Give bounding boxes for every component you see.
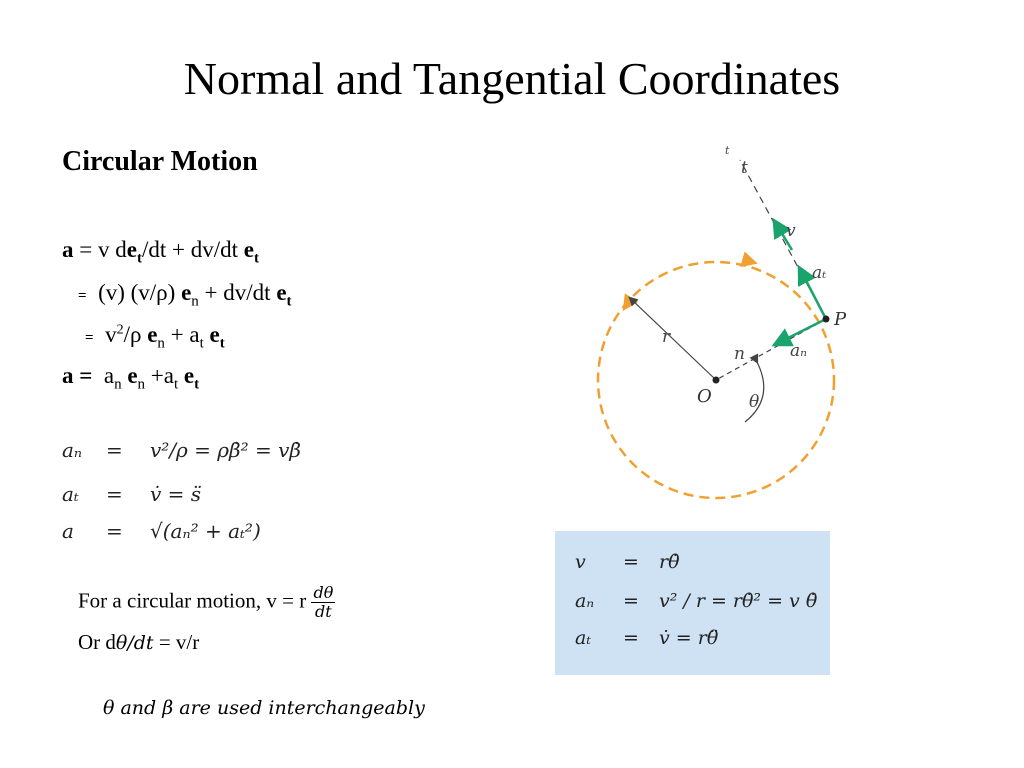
circular-motion-note: For a circular motion, v = r $\frac{d\theta}{dt}$ <box>78 583 334 621</box>
n-label: n <box>734 344 745 364</box>
formula-an: aₙ = v²/ρ = ρβ̇² = vβ̇ <box>62 438 301 462</box>
box-row-v: v = rθ̇ <box>575 551 680 573</box>
dtheta-dt-fraction: $\frac{d\theta}{dt}$ <box>313 583 334 621</box>
equation-line-2: = (v) (v/ρ) $e_n + dv/dt$ $e_t$ <box>78 280 292 310</box>
or-note: Or dθ/dt = v/r <box>78 630 200 654</box>
v-label: v <box>786 221 796 241</box>
circular-motion-diagram <box>570 140 870 520</box>
section-subtitle: Circular Motion <box>62 146 258 177</box>
equation-line-4: $a = a_n$ $e_n +a_t$ $e_t$ <box>62 363 200 393</box>
equation-line-1: a = v $de_t/dt + dv/dt$ $e_t$ <box>62 237 259 267</box>
formula-a: a = √(aₙ² + aₜ²) <box>62 519 261 543</box>
point-p-dot <box>823 316 830 323</box>
O-label: O <box>697 386 712 407</box>
an-label: aₙ <box>790 341 808 361</box>
t-axis-label: t <box>741 158 748 178</box>
page-title: Normal and Tangential Coordinates <box>183 53 841 104</box>
box-row-an: aₙ = v² / r = rθ̇² = v θ̇ <box>575 590 818 612</box>
radius-line <box>630 298 716 380</box>
formula-at: aₜ = v̇ = s̈ <box>62 482 202 506</box>
box-row-at: aₜ = v̇ = rθ̈ <box>575 627 719 649</box>
circular-formulas-box <box>555 531 830 675</box>
theta-label: θ <box>749 392 760 412</box>
r-label: r <box>662 327 671 347</box>
interchange-note: θ and β are used interchangeably <box>103 697 425 719</box>
at-label: aₜ <box>812 263 827 283</box>
P-label: P <box>834 309 847 330</box>
motion-direction-arrow-top <box>745 260 752 262</box>
t-axis-top-label: t <box>725 144 730 157</box>
equation-line-3: = $v^2/\rho$ $e_n + a_t$ $e_t$ <box>85 322 225 352</box>
center-dot <box>713 377 720 384</box>
